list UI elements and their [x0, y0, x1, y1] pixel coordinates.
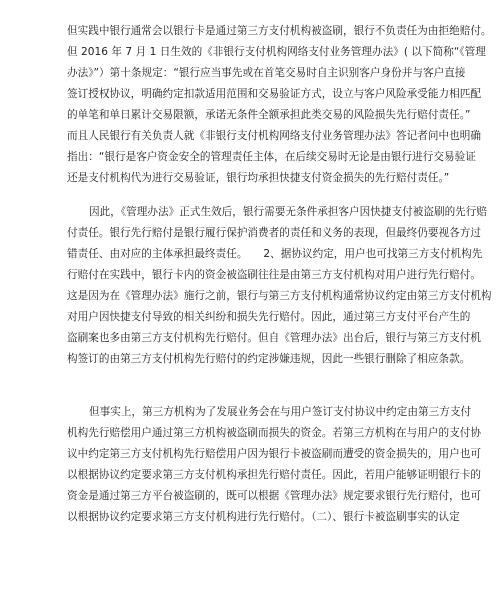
- text-line: 构签订的由第三方支付机构先行赔付的约定涉嫌违规，因此一些银行删除了相应条款。: [67, 353, 471, 365]
- text-line: 的单笔和单日累计交易限额，承诺无条件全额承担此类交易的风险损失先行赔付责任。”: [67, 109, 471, 121]
- text-line: 签订授权协议，明确约定扣款适用范围和交易验证方式，设立与客户风险承受能力相匹配: [67, 88, 481, 100]
- text-line: 但 2016 年 7 月 1 日生效的《非银行支付机构网络支付业务管理办法》( 以下简称“《管理: [67, 46, 486, 58]
- text-line: 但实践中银行通常会以银行卡是通过第三方支付机构被盗刷，银行不负责任为由拒绝赔付。: [67, 25, 492, 37]
- text-line: 以根据协议约定要求第三方支付机构承担先行赔付责任。因此，若用户能够证明银行卡的: [67, 469, 481, 481]
- text-line: 这是因为在《管理办法》施行之前，银行与第三方支付机构通常协议约定由第三方支付机构: [67, 290, 492, 302]
- text-line: 因此，《管理办法》正式生效后，银行需要无条件承担客户因快捷支付被盗刷的先行赔: [89, 206, 488, 218]
- text-line: 盗刷案也多由第三方支付机构先行赔付。但自《管理办法》出台后，银行与第三方支付机: [67, 332, 481, 344]
- text-line: 机构先行赔偿用户通过第三方机构被盗刷而损失的资金。若第三方机构在与用户的支付协: [67, 427, 481, 439]
- text-line: 资金是通过第三方平台被盗刷的，既可以根据《管理办法》规定要求银行先行赔付，也可: [67, 490, 481, 502]
- text-line: 而且人民银行有关负责人就《非银行支付机构网络支付业务管理办法》答记者问中也明确: [67, 130, 481, 142]
- text-line: 对用户因快捷支付导致的相关纠纷和损失先行赔付。因此，通过第三方支付平台产生的: [67, 311, 471, 323]
- text-line: 办法》”）第十条规定：“银行应当事先或在首笔交易时自主识别客户身份并与客户直接: [67, 67, 466, 79]
- text-line: 但事实上，第三方机构为了发展业务会在与用户签订支付协议中约定由第三方支付: [89, 406, 472, 418]
- text-line: 错责任、由对应的主体承担最终责任。 2、据协议约定，用户也可找第三方支付机构先: [67, 248, 483, 260]
- text-line: 行赔付在实践中，银行卡内的资金被盗刷往往是由第三方支付机构对用户进行先行赔付。: [67, 269, 481, 281]
- text-line: 议中约定第三方支付机构先行赔偿用户因为银行卡被盗刷而遭受的资金损失的，用户也可: [67, 448, 481, 460]
- text-line: 还是支付机构代为进行交易验证，银行均承担快捷支付资金损失的先行赔付责任。”: [67, 172, 450, 184]
- text-line: 指出：“银行是客户资金安全的管理责任主体，在后续交易时无论是由银行进行交易验证: [67, 151, 476, 163]
- text-line: 付责任。银行先行赔付是银行履行保护消费者的责任和义务的表现，但最终仍要视各方过: [67, 227, 481, 239]
- text-line: 以根据协议约定要求第三方支付机构进行先行赔付。（二）、银行卡被盗刷事实的认定: [67, 511, 460, 523]
